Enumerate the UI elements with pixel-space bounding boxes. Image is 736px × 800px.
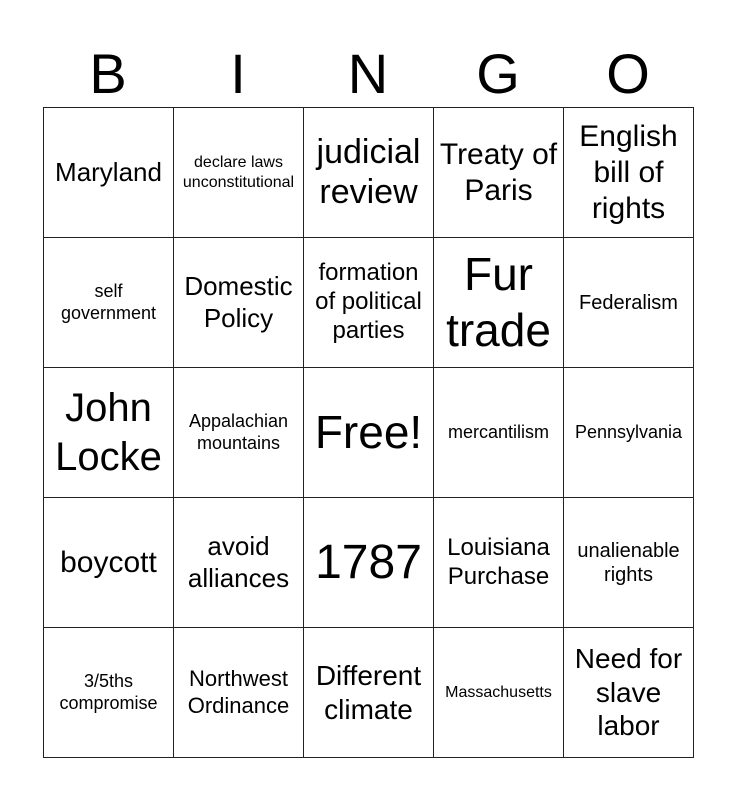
bingo-row xyxy=(44,238,694,368)
bingo-cell[interactable]: 3/5ths compromise xyxy=(44,628,174,758)
free-space-cell[interactable]: Free! xyxy=(304,368,434,498)
bingo-cell[interactable]: mercantilism xyxy=(434,368,564,498)
bingo-cell[interactable]: Northwest Ordinance xyxy=(174,628,304,758)
bingo-row xyxy=(44,628,694,758)
bingo-cell[interactable]: Domestic Policy xyxy=(174,238,304,368)
bingo-cell[interactable]: formation of political parties xyxy=(304,238,434,368)
bingo-cell[interactable]: Different climate xyxy=(304,628,434,758)
header-letter-g: G xyxy=(476,42,520,105)
header-letter-n: N xyxy=(347,42,389,105)
bingo-cell[interactable]: Massachusetts xyxy=(434,628,564,758)
bingo-cell[interactable]: unalienable rights xyxy=(564,498,694,628)
bingo-cell[interactable]: Federalism xyxy=(564,238,694,368)
bingo-cell[interactable]: boycott xyxy=(44,498,174,628)
bingo-header xyxy=(43,40,693,108)
bingo-row xyxy=(44,368,694,498)
bingo-row xyxy=(44,498,694,628)
bingo-cell[interactable]: self government xyxy=(44,238,174,368)
bingo-cell[interactable]: 1787 xyxy=(304,498,434,628)
bingo-cell[interactable]: Need for slave labor xyxy=(564,628,694,758)
bingo-cell[interactable]: Appalachian mountains xyxy=(174,368,304,498)
bingo-cell[interactable]: John Locke xyxy=(44,368,174,498)
bingo-cell[interactable]: Treaty of Paris xyxy=(434,108,564,238)
bingo-cell[interactable]: Pennsylvania xyxy=(564,368,694,498)
bingo-cell[interactable]: judicial review xyxy=(304,108,434,238)
bingo-cell[interactable]: Maryland xyxy=(44,108,174,238)
header-letter-b: B xyxy=(89,42,127,105)
bingo-cell[interactable]: English bill of rights xyxy=(564,108,694,238)
bingo-cell[interactable]: declare laws unconstitutional xyxy=(174,108,304,238)
bingo-cell[interactable]: Fur trade xyxy=(434,238,564,368)
bingo-cell[interactable]: Louisiana Purchase xyxy=(434,498,564,628)
bingo-cell[interactable]: avoid alliances xyxy=(174,498,304,628)
bingo-row xyxy=(44,108,694,238)
bingo-card xyxy=(43,107,694,758)
header-letter-i: I xyxy=(230,42,246,105)
header-letter-o: O xyxy=(606,42,650,105)
